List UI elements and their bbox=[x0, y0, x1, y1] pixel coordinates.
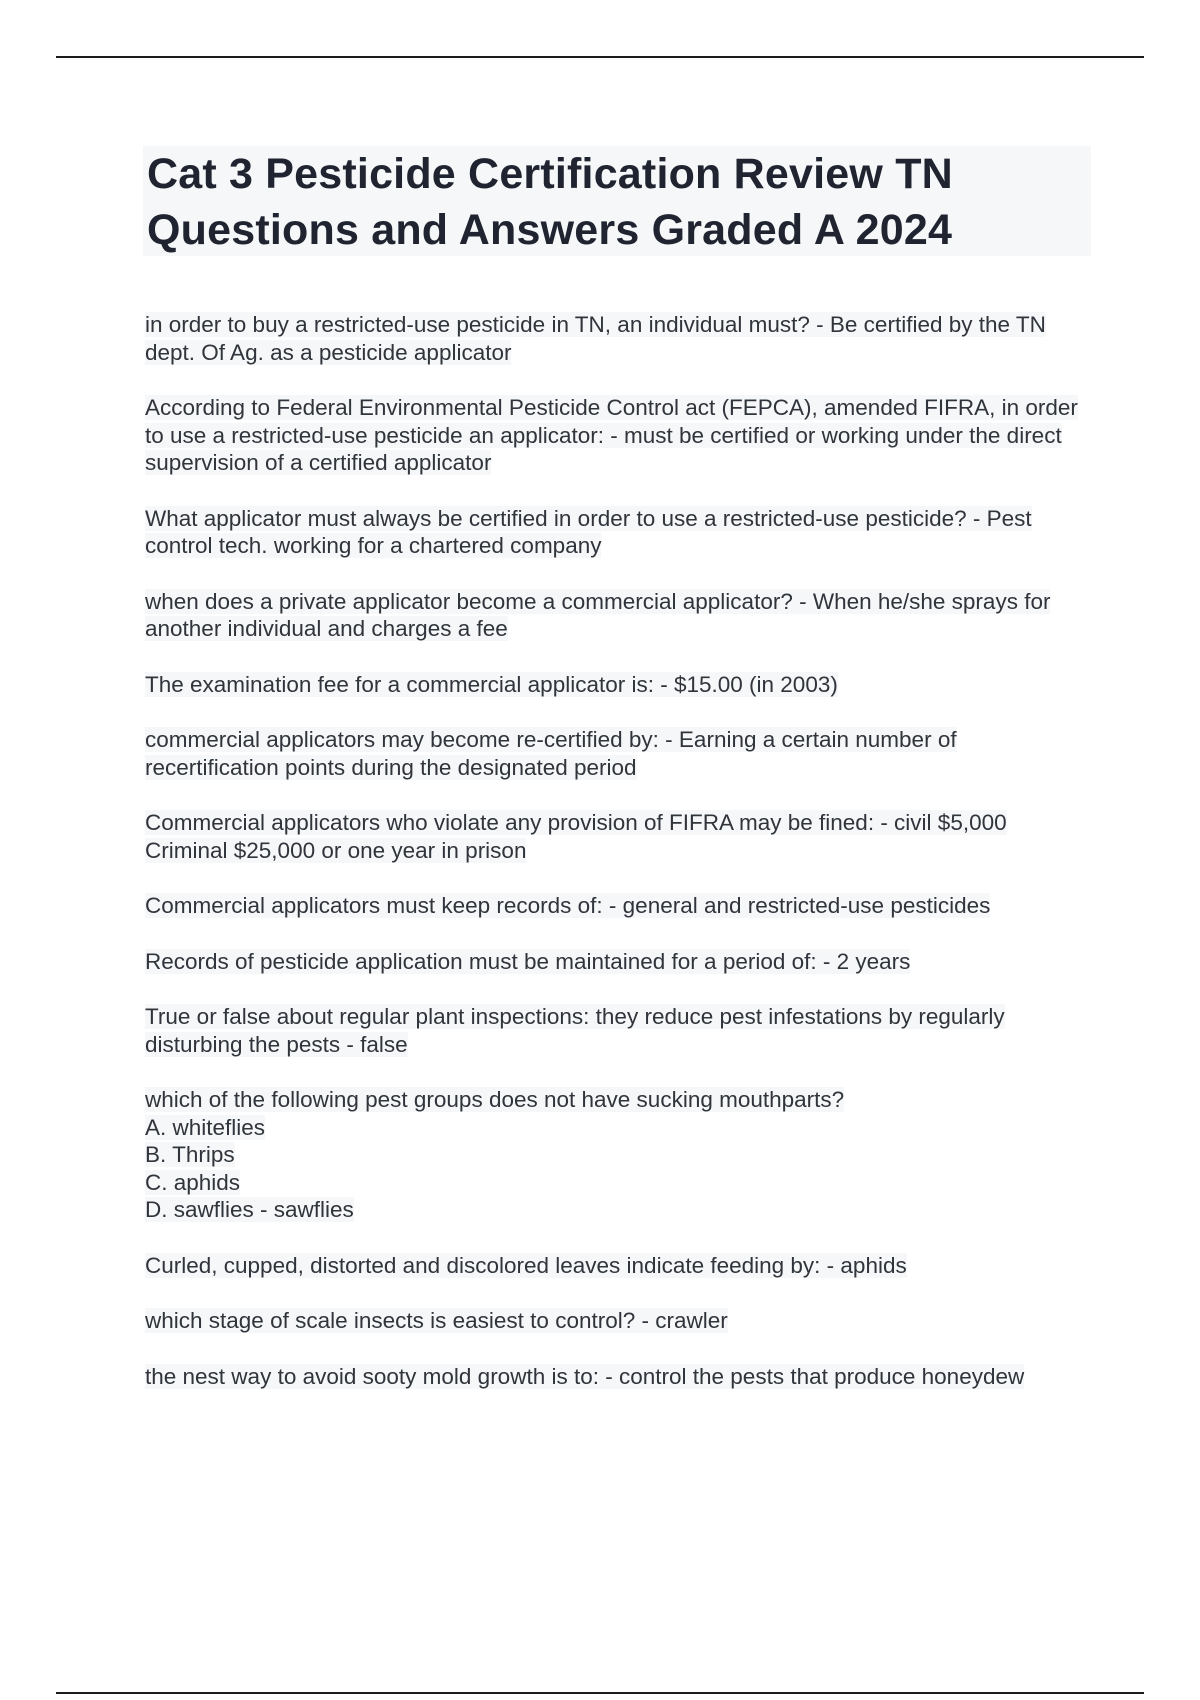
qa-option-line bbox=[145, 1141, 1095, 1169]
qa-item bbox=[145, 588, 1095, 643]
qa-text: What applicator must always be certified in order to use a restricted-use pesticide? - Pest control tech. working for a chartered company bbox=[145, 505, 1032, 558]
qa-item bbox=[145, 948, 1095, 976]
qa-item bbox=[145, 726, 1095, 781]
bottom-rule bbox=[56, 1692, 1144, 1694]
qa-item bbox=[145, 809, 1095, 864]
qa-text: The examination fee for a commercial applicator is: - $15.00 (in 2003) bbox=[145, 671, 838, 697]
qa-item bbox=[145, 1363, 1095, 1391]
qa-option: C. aphids bbox=[145, 1169, 241, 1195]
qa-item-multiple-choice bbox=[145, 1086, 1095, 1224]
qa-list bbox=[145, 311, 1095, 1418]
qa-item bbox=[145, 505, 1095, 560]
qa-item bbox=[145, 394, 1095, 477]
qa-option: D. sawflies - sawflies bbox=[145, 1197, 354, 1222]
document-title: Cat 3 Pesticide Certification Review TN Questions and Answers Graded A 2024 bbox=[147, 150, 953, 254]
qa-text: the nest way to avoid sooty mold growth is to: - control the pests that produce honeydew bbox=[145, 1363, 1025, 1389]
qa-item bbox=[145, 1003, 1095, 1058]
qa-text: Records of pesticide application must be maintained for a period of: - 2 years bbox=[145, 948, 911, 974]
qa-item bbox=[145, 1252, 1095, 1280]
qa-option-line bbox=[145, 1196, 1095, 1224]
qa-question: which of the following pest groups does not have sucking mouthparts? bbox=[145, 1087, 845, 1112]
qa-text: True or false about regular plant inspections: they reduce pest infestations by regularly disturbing the pests - false bbox=[145, 1004, 1005, 1057]
qa-text: commercial applicators may become re-certified by: - Earning a certain number of recertification points during the designated period bbox=[145, 727, 957, 780]
qa-option: A. whiteflies bbox=[145, 1114, 266, 1140]
qa-option: B. Thrips bbox=[145, 1142, 235, 1167]
qa-item bbox=[145, 1307, 1095, 1335]
qa-text: Commercial applicators who violate any provision of FIFRA may be fined: - civil $5,000 Criminal $25,000 or one year in prison bbox=[145, 810, 1007, 863]
qa-item bbox=[145, 311, 1095, 366]
top-rule bbox=[56, 56, 1144, 58]
qa-text: in order to buy a restricted-use pesticide in TN, an individual must? - Be certified by the TN dept. Of Ag. as a pesticide applicator bbox=[145, 312, 1046, 365]
qa-text: when does a private applicator become a commercial applicator? - When he/she sprays for another individual and charges a fee bbox=[145, 588, 1051, 641]
qa-text: which stage of scale insects is easiest to control? - crawler bbox=[145, 1308, 728, 1333]
title-box bbox=[143, 146, 1091, 256]
qa-question-line bbox=[145, 1086, 1095, 1114]
qa-text: Commercial applicators must keep records of: - general and restricted-use pesticides bbox=[145, 893, 991, 918]
qa-option-line bbox=[145, 1169, 1095, 1197]
qa-option-line bbox=[145, 1114, 1095, 1142]
qa-text: According to Federal Environmental Pesticide Control act (FEPCA), amended FIFRA, in order to use a restricted-use pesticide an applicator: - must be certified or working under the direct supervision of a certified applicator bbox=[145, 395, 1078, 475]
qa-text: Curled, cupped, distorted and discolored leaves indicate feeding by: - aphids bbox=[145, 1252, 907, 1278]
qa-item bbox=[145, 671, 1095, 699]
qa-item bbox=[145, 892, 1095, 920]
